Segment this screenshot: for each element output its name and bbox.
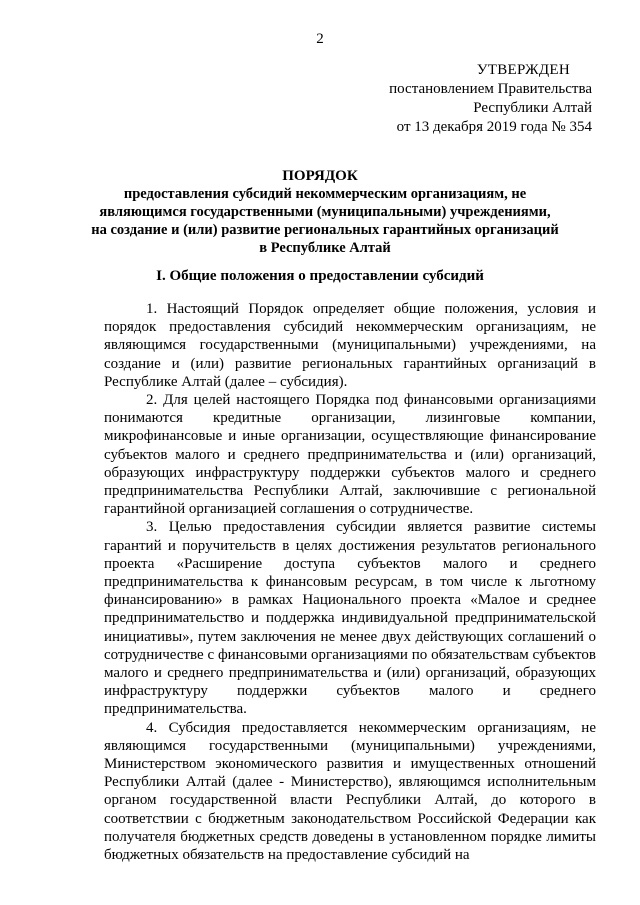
document-title: ПОРЯДОК <box>282 168 358 184</box>
paragraph: 4. Субсидия предоставляется некоммерческим организациям, не являющимся государственными (муниципальными) учреждениями, Министерством экономического развития и имущественных отношений Республики Алтай (далее - Министерство), являющимся исполнительным органом государственной власти Республики Алтай, до которого в соответствии с бюджетным законодательством Российской Федерации как получателя бюджетных средств доведены в установленном порядке лимиты бюджетных обязательств на предоставление субсидий на <box>104 719 596 864</box>
page-number: 2 <box>316 31 324 47</box>
document-subtitle: предоставления субсидий некоммерческим организациям, не являющимся государственными (муниципальными) учреждениями, на создание и (или) развитие региональных гарантийных организаций в Республике Алтай <box>91 186 559 256</box>
approval-line: Республики Алтай <box>473 100 592 116</box>
approval-line: постановлением Правительства <box>389 81 592 97</box>
paragraph: 3. Целью предоставления субсидии является развитие системы гарантий и поручительств в целях достижения результатов регионального проекта «Расширение доступа субъектов малого и среднего предпринимательства к финансовым ресурсам, в том числе к льготному финансированию» в рамках Национального проекта «Малое и среднее предпринимательство и поддержка индивидуальной предпринимательской инициативы», путем заключения не менее двух действующих соглашений о сотрудничестве с финансовыми организациями по обязательствам субъектов малого и среднего предпринимательства и (или) организаций, образующих инфраструктуру поддержки субъектов малого и среднего предпринимательства. <box>104 519 596 718</box>
paragraph: 1. Настоящий Порядок определяет общие положения, условия и порядок предоставления субсидий некоммерческим организациям, не являющимся государственными (муниципальными) учреждениями, на создание и (или) развитие региональных гарантийных организаций в Республике Алтай (далее – субсидия). <box>104 301 596 390</box>
section-heading: I. Общие положения о предоставлении субсидий <box>156 268 484 284</box>
document-body <box>104 300 596 864</box>
paragraph: 2. Для целей настоящего Порядка под финансовыми организациями понимаются кредитные организации, лизинговые компании, микрофинансовые и иные организации, осуществляющие финансирование субъектов малого и среднего предпринимательства и (или) организаций, образующих инфраструктуру поддержки субъектов малого и среднего предпринимательства Республики Алтай, заключившие с региональной гарантийной организацией соглашения о сотрудничестве. <box>104 392 596 518</box>
approval-heading: УТВЕРЖДЕН <box>476 62 570 78</box>
approval-date: от 13 декабря 2019 года № 354 <box>396 119 592 135</box>
approval-block <box>389 61 592 137</box>
